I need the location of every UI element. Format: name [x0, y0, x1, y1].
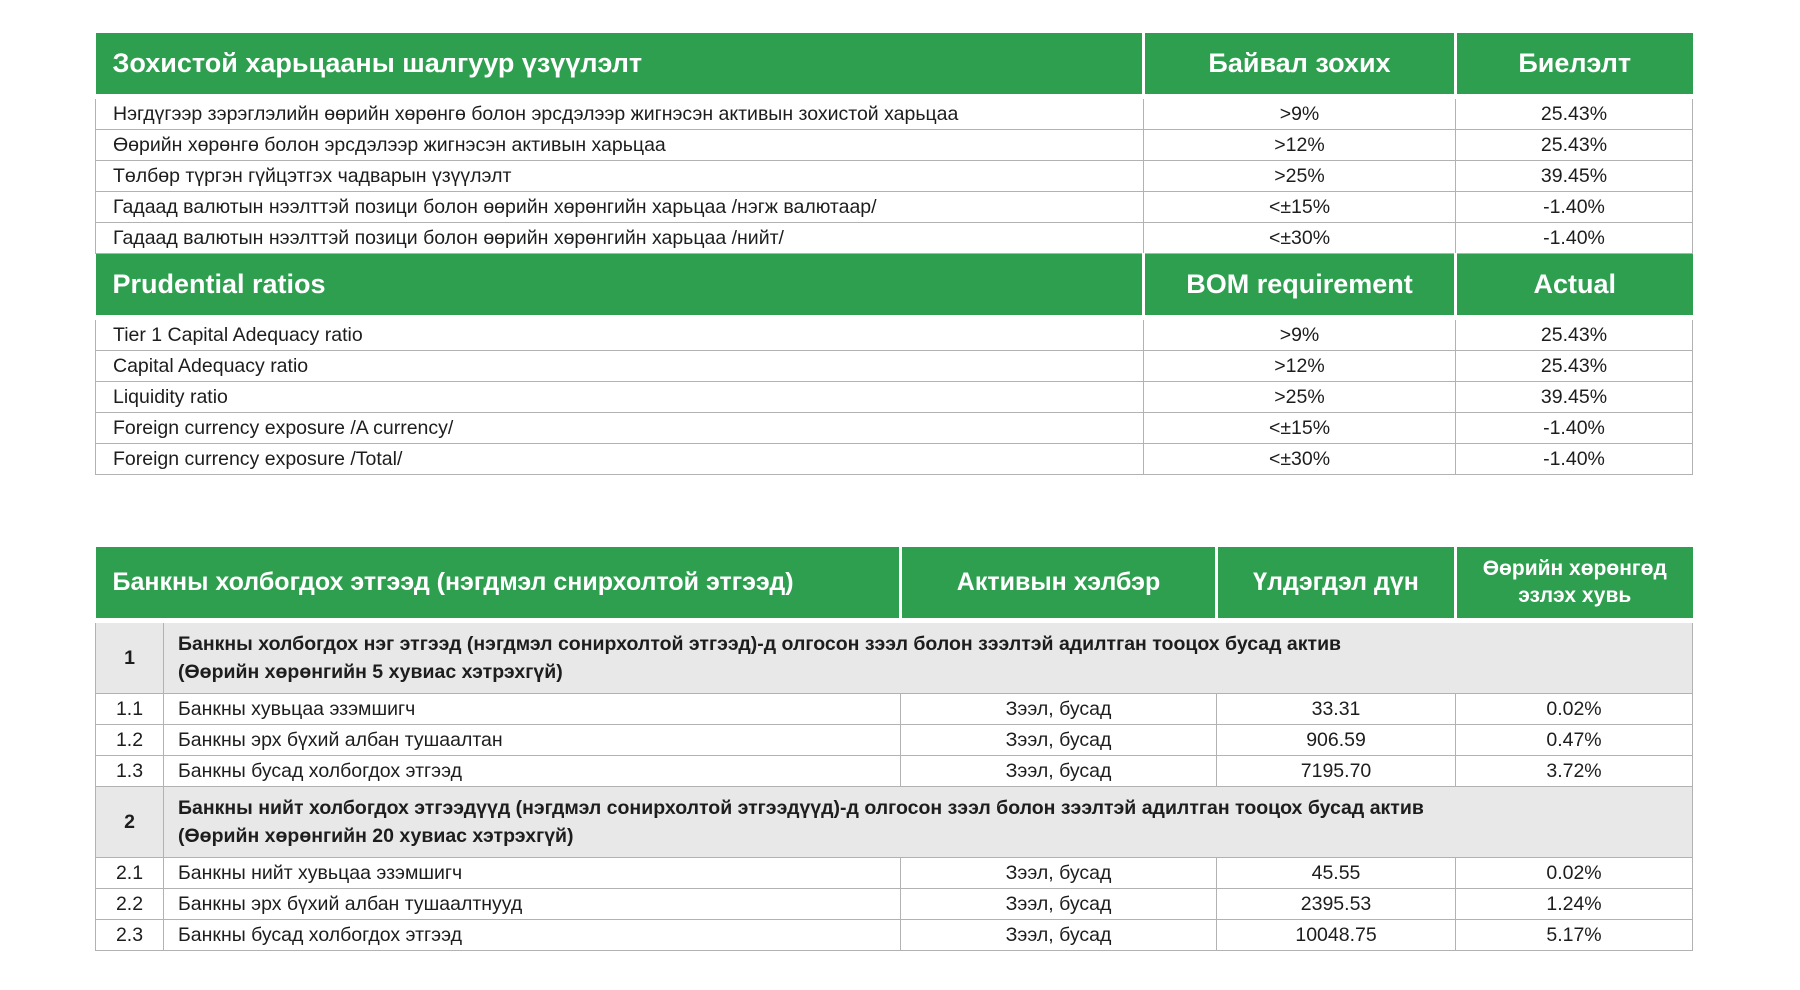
balance-amount: 10048.75 [1217, 920, 1456, 951]
group-label [164, 787, 1693, 858]
table-row [96, 192, 1693, 223]
table1-title-en: Prudential ratios [96, 254, 1144, 318]
table-row [96, 444, 1693, 475]
ratio-label: Гадаад валютын нээлттэй позици болон өөрийн хөрөнгийн харьцаа /нэгж валютаар/ [96, 192, 1144, 223]
group-number: 2 [96, 787, 164, 858]
ratio-requirement: >12% [1144, 351, 1456, 382]
table2-asset-type-header: Активын хэлбэр [901, 547, 1217, 621]
report-sheet [95, 33, 1692, 951]
ratio-label: Foreign currency exposure /A currency/ [96, 413, 1144, 444]
table2-equity-share-header: Өөрийн хөрөнгөд эзлэх хувь [1456, 547, 1693, 621]
table-row [96, 130, 1693, 161]
ratio-requirement: >25% [1144, 161, 1456, 192]
table-row [96, 756, 1693, 787]
asset-type: Зээл, бусад [901, 920, 1217, 951]
table-row [96, 889, 1693, 920]
table1-header-en [96, 254, 1693, 318]
asset-type: Зээл, бусад [901, 889, 1217, 920]
party-label: Банкны эрх бүхий албан тушаалтнууд [164, 889, 901, 920]
ratio-label: Төлбөр түргэн гүйцэтгэх чадварын үзүүлэлт [96, 161, 1144, 192]
table2-balance-header: Үлдэгдэл дүн [1217, 547, 1456, 621]
row-number: 2.2 [96, 889, 164, 920]
ratio-actual: 25.43% [1456, 97, 1693, 130]
ratio-label: Foreign currency exposure /Total/ [96, 444, 1144, 475]
table-row [96, 725, 1693, 756]
group-label-line2: (Өөрийн хөрөнгийн 5 хувиас хэтрэхгүй) [178, 661, 563, 683]
asset-type: Зээл, бусад [901, 725, 1217, 756]
ratio-actual: 25.43% [1456, 318, 1693, 351]
party-label: Банкны хувьцаа эзэмшигч [164, 694, 901, 725]
asset-type: Зээл, бусад [901, 694, 1217, 725]
ratio-requirement: >9% [1144, 97, 1456, 130]
ratio-label: Өөрийн хөрөнгө болон эрсдэлээр жигнэсэн активын харьцаа [96, 130, 1144, 161]
group-row [96, 621, 1693, 694]
party-label: Банкны эрх бүхий албан тушаалтан [164, 725, 901, 756]
table1-requirement-header-mn: Байвал зохих [1144, 33, 1456, 97]
ratio-label: Capital Adequacy ratio [96, 351, 1144, 382]
ratio-requirement: >12% [1144, 130, 1456, 161]
table1-actual-header-en: Actual [1456, 254, 1693, 318]
group-number: 1 [96, 621, 164, 694]
group-row [96, 787, 1693, 858]
equity-share-percent: 1.24% [1456, 889, 1693, 920]
ratio-actual: -1.40% [1456, 223, 1693, 254]
ratio-actual: -1.40% [1456, 444, 1693, 475]
ratio-requirement: >9% [1144, 318, 1456, 351]
ratio-actual: 39.45% [1456, 161, 1693, 192]
asset-type: Зээл, бусад [901, 858, 1217, 889]
table-row [96, 694, 1693, 725]
equity-share-percent: 0.02% [1456, 694, 1693, 725]
tables-gap [95, 475, 1692, 547]
table2-header [96, 547, 1693, 621]
table-row [96, 318, 1693, 351]
table-row [96, 382, 1693, 413]
table-row [96, 223, 1693, 254]
table1-requirement-header-en: BOM requirement [1144, 254, 1456, 318]
group-label-line1: Банкны холбогдох нэг этгээд (нэгдмэл сонирхолтой этгээд)-д олгосон зээл болон зээлтэй адилтган тооцох бусад актив [178, 632, 1342, 655]
table-row [96, 413, 1693, 444]
group-label-line2: (Өөрийн хөрөнгийн 20 хувиас хэтрэхгүй) [178, 825, 574, 847]
balance-amount: 7195.70 [1217, 756, 1456, 787]
balance-amount: 33.31 [1217, 694, 1456, 725]
table1-header-mn [96, 33, 1693, 97]
ratio-actual: 39.45% [1456, 382, 1693, 413]
group-label [164, 621, 1693, 694]
group-label-line1: Банкны нийт холбогдох этгээдүүд (нэгдмэл сонирхолтой этгээдүүд)-д олгосон зээл болон зээлтэй адилтган тооцох бусад актив [178, 796, 1424, 819]
row-number: 1.1 [96, 694, 164, 725]
party-label: Банкны нийт хувьцаа эзэмшигч [164, 858, 901, 889]
row-number: 2.1 [96, 858, 164, 889]
equity-share-percent: 0.47% [1456, 725, 1693, 756]
table1-title-mn: Зохистой харьцааны шалгуур үзүүлэлт [96, 33, 1144, 97]
ratio-label: Гадаад валютын нээлттэй позици болон өөрийн хөрөнгийн харьцаа /нийт/ [96, 223, 1144, 254]
ratio-requirement: <±15% [1144, 192, 1456, 223]
table-row [96, 161, 1693, 192]
ratio-label: Liquidity ratio [96, 382, 1144, 413]
row-number: 2.3 [96, 920, 164, 951]
table-row [96, 351, 1693, 382]
balance-amount: 906.59 [1217, 725, 1456, 756]
table-row [96, 97, 1693, 130]
ratio-actual: -1.40% [1456, 192, 1693, 223]
party-label: Банкны бусад холбогдох этгээд [164, 756, 901, 787]
ratio-requirement: <±30% [1144, 444, 1456, 475]
equity-share-percent: 0.02% [1456, 858, 1693, 889]
equity-share-percent: 5.17% [1456, 920, 1693, 951]
row-number: 1.3 [96, 756, 164, 787]
table1-actual-header-mn: Биелэлт [1456, 33, 1693, 97]
equity-share-percent: 3.72% [1456, 756, 1693, 787]
balance-amount: 45.55 [1217, 858, 1456, 889]
table-row [96, 920, 1693, 951]
ratio-actual: -1.40% [1456, 413, 1693, 444]
balance-amount: 2395.53 [1217, 889, 1456, 920]
prudential-ratios-table [95, 33, 1693, 475]
ratio-requirement: <±30% [1144, 223, 1456, 254]
table2-title: Банкны холбогдох этгээд (нэгдмэл снирхолтой этгээд) [96, 547, 901, 621]
ratio-actual: 25.43% [1456, 130, 1693, 161]
ratio-requirement: >25% [1144, 382, 1456, 413]
asset-type: Зээл, бусад [901, 756, 1217, 787]
ratio-actual: 25.43% [1456, 351, 1693, 382]
party-label: Банкны бусад холбогдох этгээд [164, 920, 901, 951]
ratio-label: Нэгдүгээр зэрэглэлийн өөрийн хөрөнгө болон эрсдэлээр жигнэсэн активын зохистой харьцаа [96, 97, 1144, 130]
row-number: 1.2 [96, 725, 164, 756]
ratio-requirement: <±15% [1144, 413, 1456, 444]
table-row [96, 858, 1693, 889]
related-parties-table [95, 547, 1693, 951]
ratio-label: Tier 1 Capital Adequacy ratio [96, 318, 1144, 351]
